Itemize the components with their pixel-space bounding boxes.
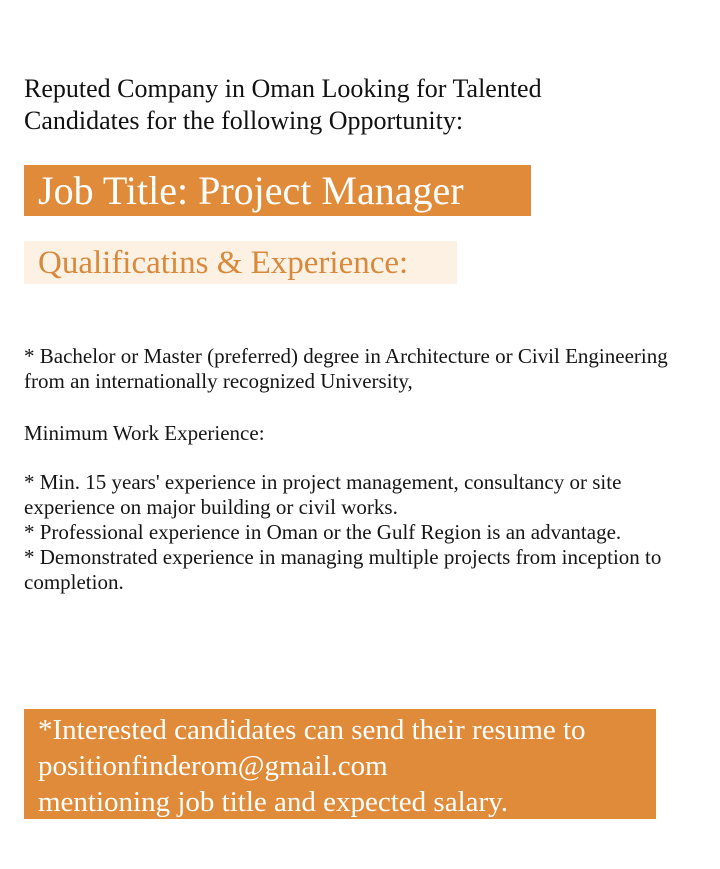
- job-title: Job Title: Project Manager: [38, 168, 464, 213]
- intro-line-1: Reputed Company in Oman Looking for Talented: [24, 74, 542, 103]
- qualifications-heading: Qualificatins & Experience:: [38, 245, 409, 281]
- qualifications-banner: [24, 241, 457, 284]
- job-title-banner: [24, 165, 531, 216]
- contact-instruction: *Interested candidates can send their resume to: [38, 714, 586, 746]
- intro-line-2: Candidates for the following Opportunity:: [24, 106, 464, 135]
- contact-text: [38, 712, 586, 820]
- intro-text: [24, 73, 684, 137]
- degree-requirement: * Bachelor or Master (preferred) degree in Architecture or Civil Engineering from an internationally recognized University,: [24, 344, 668, 393]
- experience-item-years: * Min. 15 years' experience in project management, consultancy or site experience on major building or civil works.: [24, 470, 622, 519]
- contact-email[interactable]: positionfinderom@gmail.com: [38, 750, 388, 782]
- contact-mention-note: mentioning job title and expected salary.: [38, 786, 509, 818]
- experience-list: [24, 470, 684, 595]
- experience-item-region: * Professional experience in Oman or the Gulf Region is an advantage.: [24, 520, 622, 544]
- minimum-work-experience-label: Minimum Work Experience:: [24, 421, 265, 445]
- experience-item-projects: * Demonstrated experience in managing multiple projects from inception to completion.: [24, 545, 662, 594]
- contact-banner: [24, 709, 656, 819]
